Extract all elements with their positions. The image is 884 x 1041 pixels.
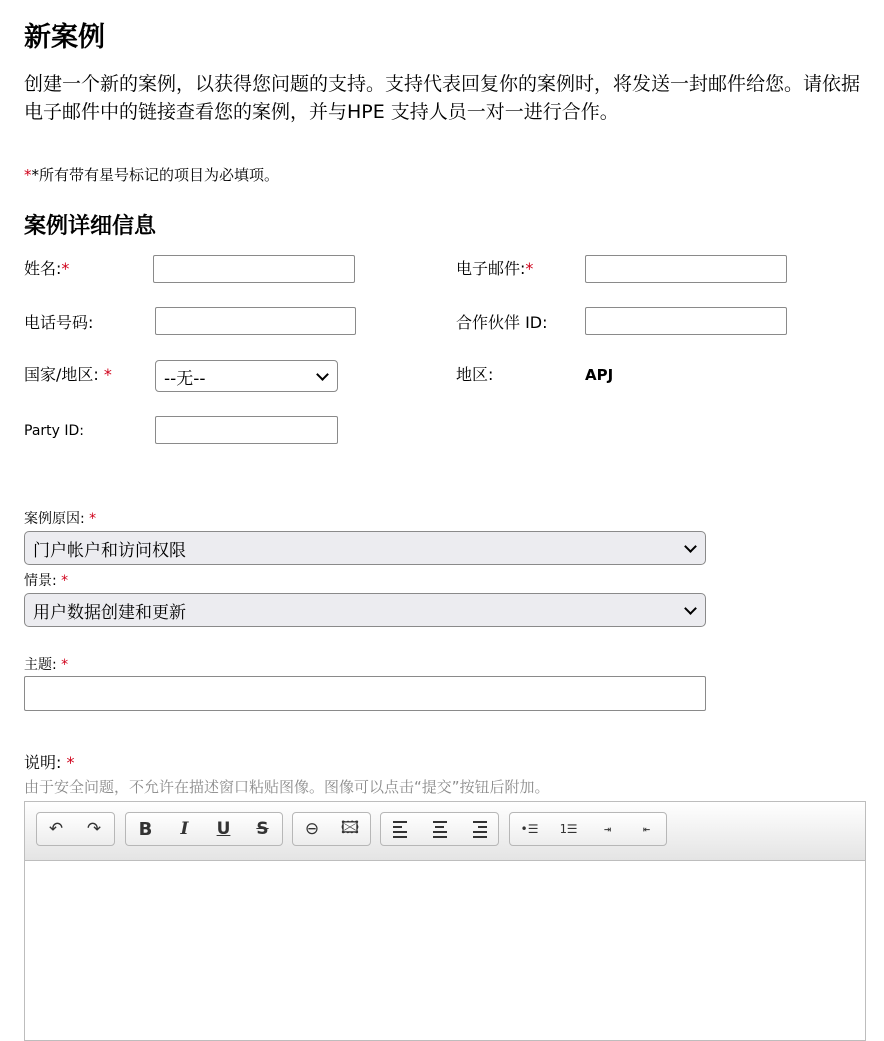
required-star: * <box>24 166 32 184</box>
description-editor[interactable] <box>24 801 866 1041</box>
case-reason-select[interactable] <box>24 531 706 565</box>
redo-button[interactable] <box>75 813 113 845</box>
region-value: APJ <box>585 366 614 384</box>
italic-button[interactable]: I <box>180 819 189 839</box>
outdent-icon: ⇤ <box>642 822 651 836</box>
undo-button[interactable] <box>37 813 75 845</box>
list-group <box>509 812 667 846</box>
partner-id-label: 合作伙伴 ID: <box>456 313 548 332</box>
scenario-label: 情景: * <box>24 573 69 589</box>
image-icon: 🖾 <box>340 817 360 838</box>
link-button[interactable] <box>293 813 331 845</box>
email-label: 电子邮件:* <box>456 259 534 278</box>
underline-button[interactable]: U <box>216 819 231 839</box>
page-title: 新案例 <box>24 22 105 53</box>
email-input[interactable] <box>585 255 787 283</box>
bullet-list-button[interactable] <box>510 813 549 845</box>
editor-content-area[interactable] <box>25 861 865 1041</box>
strikethrough-button[interactable]: S <box>256 819 269 839</box>
indent-icon: ⇥ <box>603 822 612 836</box>
case-reason-label: 案例原因: * <box>24 511 97 527</box>
bold-button[interactable]: B <box>138 818 153 840</box>
align-group <box>380 812 499 846</box>
partner-id-input[interactable] <box>585 307 787 335</box>
phone-label: 电话号码: <box>24 313 94 332</box>
insert-group <box>292 812 371 846</box>
region-label: 地区: <box>456 365 494 384</box>
chevron-down-icon <box>316 368 329 381</box>
align-center-button[interactable] <box>420 813 459 845</box>
name-input[interactable] <box>153 255 355 283</box>
chevron-down-icon <box>684 602 697 615</box>
name-label: 姓名:* <box>24 259 70 278</box>
chevron-down-icon <box>684 540 697 553</box>
description-label: 说明: * <box>24 753 75 772</box>
subject-input[interactable] <box>24 676 706 711</box>
party-id-input[interactable] <box>155 416 338 444</box>
align-center-icon <box>432 821 448 838</box>
align-right-button[interactable] <box>459 813 498 845</box>
section-title-case-details: 案例详细信息 <box>24 214 157 239</box>
indent-button[interactable] <box>588 813 627 845</box>
subject-label: 主题: * <box>24 657 69 673</box>
numbered-list-icon: 1☰ <box>559 822 578 836</box>
description-hint: 由于安全问题，不允许在描述窗口粘贴图像。图像可以点击“提交”按钮后附加。 <box>24 778 550 796</box>
editor-toolbar <box>25 802 865 861</box>
align-left-icon <box>393 821 409 838</box>
bullet-list-icon: •☰ <box>520 822 539 836</box>
country-label: 国家/地区: * <box>24 365 112 384</box>
history-group <box>36 812 115 846</box>
country-select[interactable] <box>155 360 338 392</box>
format-group <box>125 812 283 846</box>
party-id-label: Party ID: <box>24 423 84 439</box>
undo-icon: ↶ <box>48 819 64 839</box>
image-button[interactable] <box>331 813 369 845</box>
align-left-button[interactable] <box>381 813 420 845</box>
link-icon: ⊖ <box>304 819 320 839</box>
align-right-icon <box>471 821 487 838</box>
country-select-value: --无-- <box>164 368 206 389</box>
numbered-list-button[interactable] <box>549 813 588 845</box>
outdent-button[interactable] <box>627 813 666 845</box>
case-reason-value: 门户帐户和访问权限 <box>33 540 186 561</box>
phone-input[interactable] <box>155 307 356 335</box>
required-note-text: *所有带有星号标记的项目为必填项。 <box>31 166 280 184</box>
redo-icon: ↷ <box>86 819 102 839</box>
intro-text: 创建一个新的案例，以获得您问题的支持。支持代表回复你的案例时，将发送一封邮件给您。请依据电子邮件中的链接查看您的案例，并与HPE 支持人员一对一进行合作。 <box>24 73 861 123</box>
scenario-select[interactable] <box>24 593 706 627</box>
required-note <box>24 164 279 186</box>
scenario-value: 用户数据创建和更新 <box>33 602 186 623</box>
